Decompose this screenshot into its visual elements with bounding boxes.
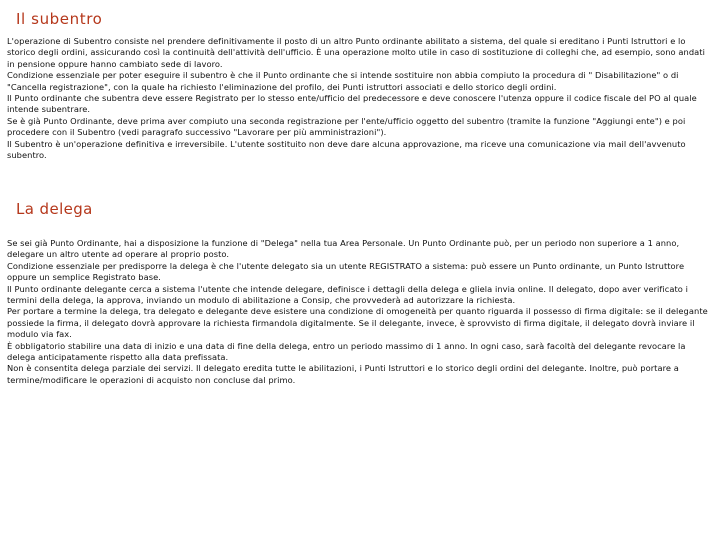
paragraph: Per portare a termine la delega, tra delegato e delegante deve esistere una condizione di omogeneità per quanto riguarda il possesso di firma digitale: se il delegante possiede la firma, il delegato dovrà approvare la richiesta firmandola digitalmente. Se il delegante, invece, è sprovvisto di firma digitale, il delegato dovrà inviare il modulo via fax. bbox=[7, 306, 708, 340]
paragraph: È obbligatorio stabilire una data di inizio e una data di fine della delega, entro un periodo massimo di 1 anno. In ogni caso, sarà facoltà del delegante revocare la delega anticipatamente rispetto alla data prefissata. bbox=[7, 340, 686, 363]
paragraph: Il Punto ordinante che subentra deve essere Registrato per lo stesso ente/ufficio del predecessore e deve conoscere l'utenza oppure il codice fiscale del PO al quale intende subentrare. bbox=[7, 93, 697, 115]
paragraph: Condizione essenziale per predisporre la delega è che l'utente delegato sia un utente REGISTRATO a sistema: può essere un Punto ordinante, un Punto Istruttore oppure un semplice Registrato base. bbox=[7, 260, 685, 283]
section-title-subentro: Il subentro bbox=[16, 10, 103, 28]
paragraph: Il Punto ordinante delegante cerca a sistema l'utente che intende delegare, definisce i dettagli della delega e gliela invia online. Il delegato, dopo aver verificato i termini della delega, la approva, inviando un modulo di abilitazione a Consip, che provvederà ad autorizzare la richiesta. bbox=[7, 283, 688, 306]
paragraph: L'operazione di Subentro consiste nel prendere definitivamente il posto di un altro Punto ordinante abilitato a sistema, del quale si ereditano i Punti Istruttori e lo storico degli ordini, assicurando così la continuità dell'attività dell'ufficio. È una operazione molto utile in caso di sostituzione di colleghi che, ad esempio, sono andati in pensione oppure hanno cambiato sede di lavoro. bbox=[7, 36, 705, 69]
section-title-delega: La delega bbox=[16, 200, 93, 218]
paragraph: Il Subentro è un'operazione definitiva e irreversibile. L'utente sostituito non deve dare alcuna approvazione, ma riceve una comunicazione via mail dell'avvenuto subentro. bbox=[7, 138, 686, 161]
paragraph: Non è consentita delega parziale dei servizi. Il delegato eredita tutte le abilitazioni, i Punti Istruttori e lo storico degli ordini del delegante. Inoltre, può portare a termine/modificare le operazioni di acquisto non concluse dal primo. bbox=[7, 363, 679, 385]
paragraph: Se è già Punto Ordinante, deve prima aver compiuto una seconda registrazione per l'ente/ufficio oggetto del subentro (tramite la funzione "Aggiungi ente") e poi procedere con il Subentro (vedi paragrafo successivo "Lavorare per più amministrazioni"). bbox=[7, 115, 686, 138]
paragraph: Condizione essenziale per poter eseguire il subentro è che il Punto ordinante che si intende sostituire non abbia compiuto la procedura di " Disabilitazione" o di "Cancella registrazione", con la quale ha richiesto l'eliminazione del profilo, dei Punti istruttori associati e dello storico degli ordini. bbox=[7, 70, 679, 92]
paragraph: Se sei già Punto Ordinante, hai a disposizione la funzione di "Delega" nella tua Area Personale. Un Punto Ordinante può, per un periodo non superiore a 1 anno, delegare un altro utente ad operare al proprio posto. bbox=[7, 238, 680, 260]
section-body-delega bbox=[7, 238, 711, 386]
section-body-subentro bbox=[7, 36, 711, 161]
